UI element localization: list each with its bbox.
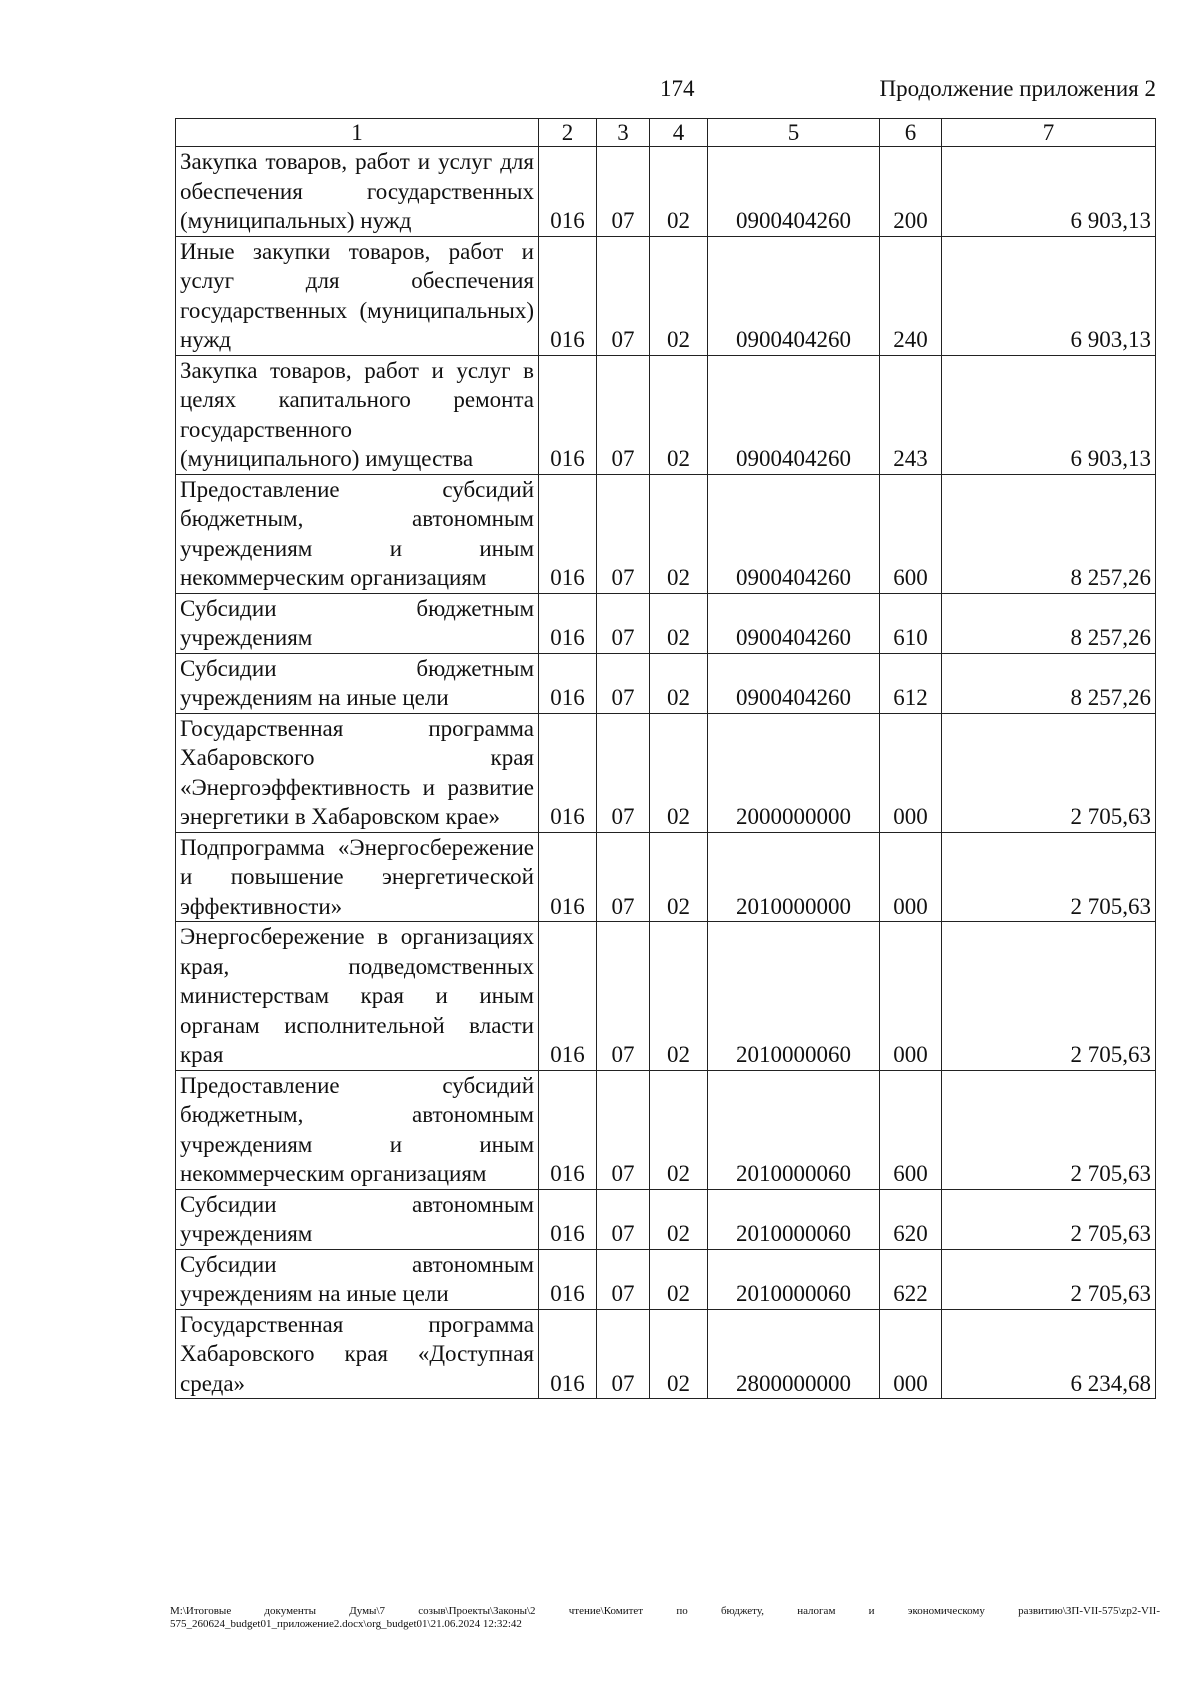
section-code-cell: 07: [597, 474, 650, 593]
row-name-cell: Субсидии автономным учреждениям на иные цели: [176, 1249, 539, 1309]
subsection-code-cell: 02: [650, 713, 708, 832]
target-article-cell: 0900404260: [708, 147, 880, 237]
section-code-cell: 07: [597, 713, 650, 832]
section-code-cell: 07: [597, 1189, 650, 1249]
expense-type-cell: 620: [880, 1189, 942, 1249]
section-code-cell: 07: [597, 653, 650, 713]
expense-type-cell: 600: [880, 474, 942, 593]
ministry-code-cell: 016: [539, 832, 597, 922]
target-article-cell: 0900404260: [708, 653, 880, 713]
table-row: [176, 713, 1156, 832]
table-row: [176, 236, 1156, 355]
expense-type-cell: 000: [880, 1309, 942, 1399]
section-code-cell: 07: [597, 832, 650, 922]
amount-cell: 6 903,13: [942, 355, 1156, 474]
amount-cell: 6 903,13: [942, 147, 1156, 237]
column-header: 4: [650, 119, 708, 147]
expense-type-cell: 612: [880, 653, 942, 713]
subsection-code-cell: 02: [650, 832, 708, 922]
target-article-cell: 2010000000: [708, 832, 880, 922]
section-code-cell: 07: [597, 147, 650, 237]
section-code-cell: 07: [597, 1249, 650, 1309]
amount-cell: 2 705,63: [942, 1249, 1156, 1309]
subsection-code-cell: 02: [650, 922, 708, 1071]
table-row: [176, 1309, 1156, 1399]
row-name-cell: Предоставление субсидий бюджетным, автономным учреждениям и иным некоммерческим организациям: [176, 1070, 539, 1189]
section-code-cell: 07: [597, 1070, 650, 1189]
table-row: [176, 653, 1156, 713]
column-header: 1: [176, 119, 539, 147]
continuation-label: Продолжение приложения 2: [879, 76, 1156, 101]
column-header: 3: [597, 119, 650, 147]
section-code-cell: 07: [597, 922, 650, 1071]
target-article-cell: 0900404260: [708, 474, 880, 593]
row-name-cell: Закупка товаров, работ и услуг для обеспечения государственных (муниципальных) нужд: [176, 147, 539, 237]
column-header: 6: [880, 119, 942, 147]
row-name-cell: Предоставление субсидий бюджетным, автономным учреждениям и иным некоммерческим организациям: [176, 474, 539, 593]
subsection-code-cell: 02: [650, 474, 708, 593]
row-name-cell: Государственная программа Хабаровского края «Доступная среда»: [176, 1309, 539, 1399]
section-code-cell: 07: [597, 355, 650, 474]
ministry-code-cell: 016: [539, 147, 597, 237]
table-row: [176, 922, 1156, 1071]
row-name-cell: Государственная программа Хабаровского края «Энергоэффективность и развитие энергетики в Хабаровском крае»: [176, 713, 539, 832]
table-header-row: [176, 119, 1156, 147]
section-code-cell: 07: [597, 236, 650, 355]
target-article-cell: 0900404260: [708, 236, 880, 355]
table-row: [176, 147, 1156, 237]
amount-cell: 2 705,63: [942, 832, 1156, 922]
table-row: [176, 1070, 1156, 1189]
expense-type-cell: 600: [880, 1070, 942, 1189]
expense-type-cell: 200: [880, 147, 942, 237]
ministry-code-cell: 016: [539, 1309, 597, 1399]
expense-type-cell: 000: [880, 922, 942, 1071]
subsection-code-cell: 02: [650, 355, 708, 474]
ministry-code-cell: 016: [539, 474, 597, 593]
table-row: [176, 593, 1156, 653]
column-header: 5: [708, 119, 880, 147]
page-number: 174: [660, 76, 695, 101]
table-body: [176, 147, 1156, 1399]
column-header: 7: [942, 119, 1156, 147]
amount-cell: 6 234,68: [942, 1309, 1156, 1399]
table-row: [176, 832, 1156, 922]
ministry-code-cell: 016: [539, 653, 597, 713]
expense-type-cell: 610: [880, 593, 942, 653]
ministry-code-cell: 016: [539, 355, 597, 474]
amount-cell: 2 705,63: [942, 713, 1156, 832]
target-article-cell: 2010000060: [708, 1070, 880, 1189]
table-row: [176, 1189, 1156, 1249]
table-row: [176, 1249, 1156, 1309]
ministry-code-cell: 016: [539, 1189, 597, 1249]
table-row: [176, 474, 1156, 593]
amount-cell: 2 705,63: [942, 1070, 1156, 1189]
row-name-cell: Иные закупки товаров, работ и услуг для обеспечения государственных (муниципальных) нужд: [176, 236, 539, 355]
budget-table: [175, 118, 1156, 1399]
subsection-code-cell: 02: [650, 1309, 708, 1399]
amount-cell: 6 903,13: [942, 236, 1156, 355]
expense-type-cell: 622: [880, 1249, 942, 1309]
subsection-code-cell: 02: [650, 147, 708, 237]
ministry-code-cell: 016: [539, 1249, 597, 1309]
target-article-cell: 2800000000: [708, 1309, 880, 1399]
footer-file-path: M:\Итоговые документы Думы\7 созыв\Проекты\Законы\2 чтение\Комитет по бюджету, налогам и экономическому развитию\ЗП-VII-575\zp2-VII-575_260624_budget01_приложение2.docx\org_budget01\21.06.2024 12:32:42: [170, 1605, 1160, 1630]
amount-cell: 2 705,63: [942, 922, 1156, 1071]
subsection-code-cell: 02: [650, 1249, 708, 1309]
amount-cell: 8 257,26: [942, 474, 1156, 593]
expense-type-cell: 240: [880, 236, 942, 355]
amount-cell: 8 257,26: [942, 653, 1156, 713]
ministry-code-cell: 016: [539, 236, 597, 355]
ministry-code-cell: 016: [539, 1070, 597, 1189]
section-code-cell: 07: [597, 593, 650, 653]
expense-type-cell: 000: [880, 713, 942, 832]
target-article-cell: 0900404260: [708, 355, 880, 474]
subsection-code-cell: 02: [650, 236, 708, 355]
row-name-cell: Закупка товаров, работ и услуг в целях капитального ремонта государственного (муниципального) имущества: [176, 355, 539, 474]
column-header: 2: [539, 119, 597, 147]
ministry-code-cell: 016: [539, 593, 597, 653]
target-article-cell: 2000000000: [708, 713, 880, 832]
subsection-code-cell: 02: [650, 593, 708, 653]
row-name-cell: Субсидии автономным учреждениям: [176, 1189, 539, 1249]
row-name-cell: Подпрограмма «Энергосбережение и повышение энергетической эффективности»: [176, 832, 539, 922]
subsection-code-cell: 02: [650, 1189, 708, 1249]
row-name-cell: Субсидии бюджетным учреждениям: [176, 593, 539, 653]
table-row: [176, 355, 1156, 474]
target-article-cell: 2010000060: [708, 1189, 880, 1249]
ministry-code-cell: 016: [539, 713, 597, 832]
target-article-cell: 2010000060: [708, 1249, 880, 1309]
amount-cell: 2 705,63: [942, 1189, 1156, 1249]
target-article-cell: 2010000060: [708, 922, 880, 1071]
subsection-code-cell: 02: [650, 653, 708, 713]
expense-type-cell: 243: [880, 355, 942, 474]
row-name-cell: Субсидии бюджетным учреждениям на иные цели: [176, 653, 539, 713]
expense-type-cell: 000: [880, 832, 942, 922]
ministry-code-cell: 016: [539, 922, 597, 1071]
subsection-code-cell: 02: [650, 1070, 708, 1189]
row-name-cell: Энергосбережение в организациях края, подведомственных министерствам края и иным органам исполнительной власти края: [176, 922, 539, 1071]
section-code-cell: 07: [597, 1309, 650, 1399]
amount-cell: 8 257,26: [942, 593, 1156, 653]
target-article-cell: 0900404260: [708, 593, 880, 653]
